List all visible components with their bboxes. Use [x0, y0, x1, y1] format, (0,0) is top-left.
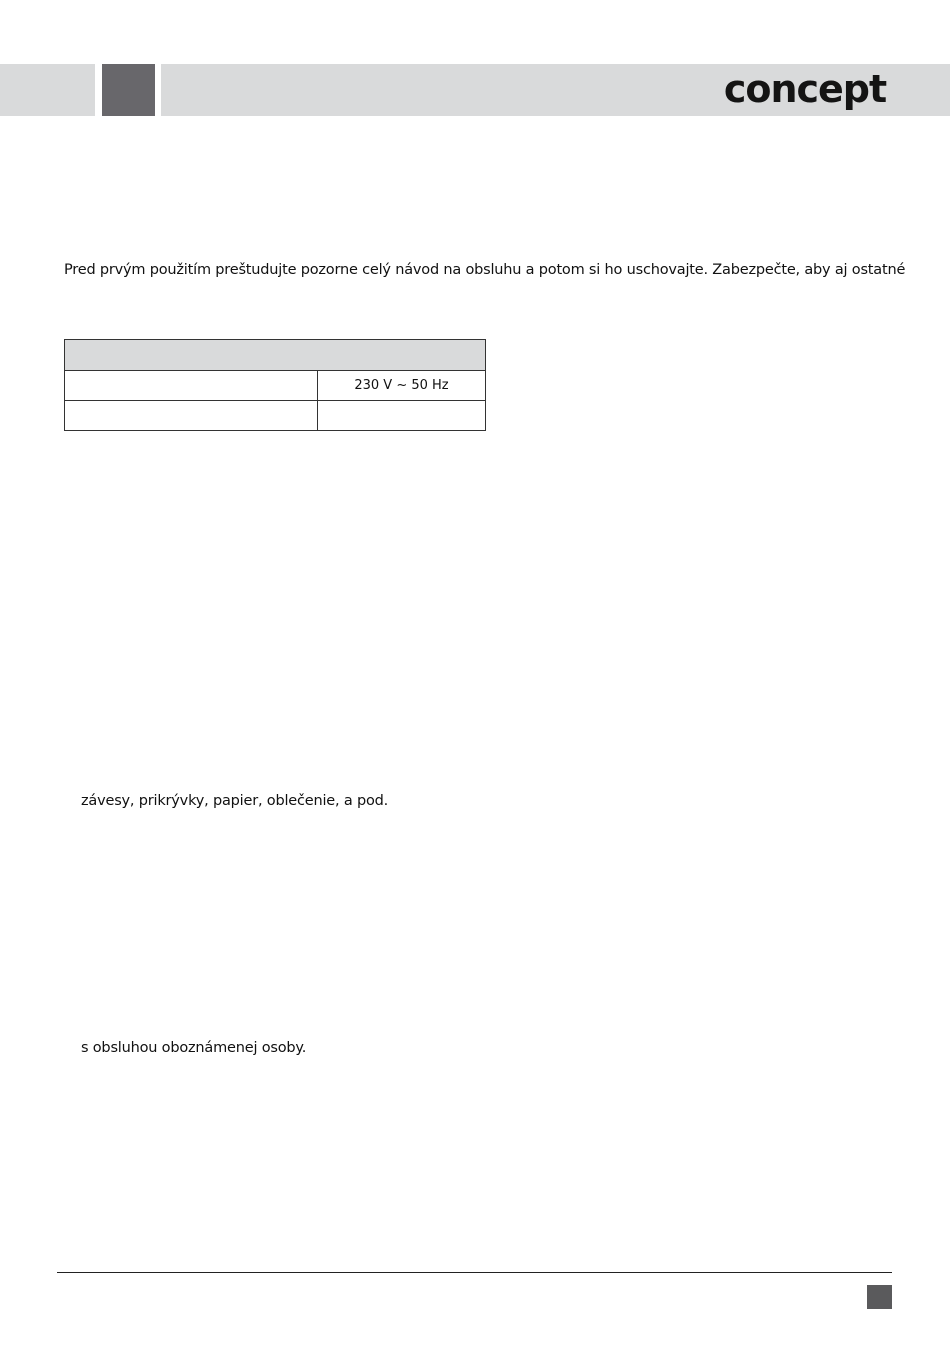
concept-logo: concept: [723, 67, 887, 111]
spec-table-header-row: [65, 340, 486, 371]
spec-table: [64, 339, 486, 431]
intro-paragraph: Pred prvým použitím preštudujte pozorne celý návod na obsluhu a potom si ho uschovajte. Zabezpečte, aby aj ostatné: [64, 262, 906, 278]
spec-table-header: [65, 340, 486, 371]
header-left-block: [0, 64, 95, 116]
body-text-line: závesy, prikrývky, papier, oblečenie, a pod.: [81, 793, 389, 809]
spec-value: 230 V ~ 50 Hz: [318, 371, 486, 401]
spec-value: [318, 401, 486, 431]
spec-table-row: [65, 401, 486, 431]
footer-divider: [57, 1272, 892, 1273]
spec-table-row: [65, 371, 486, 401]
page-number-square: [867, 1285, 892, 1309]
spec-label: [65, 371, 318, 401]
header-square: [102, 64, 155, 116]
body-text-line: s obsluhou oboznámenej osoby.: [81, 1040, 307, 1056]
spec-label: [65, 401, 318, 431]
